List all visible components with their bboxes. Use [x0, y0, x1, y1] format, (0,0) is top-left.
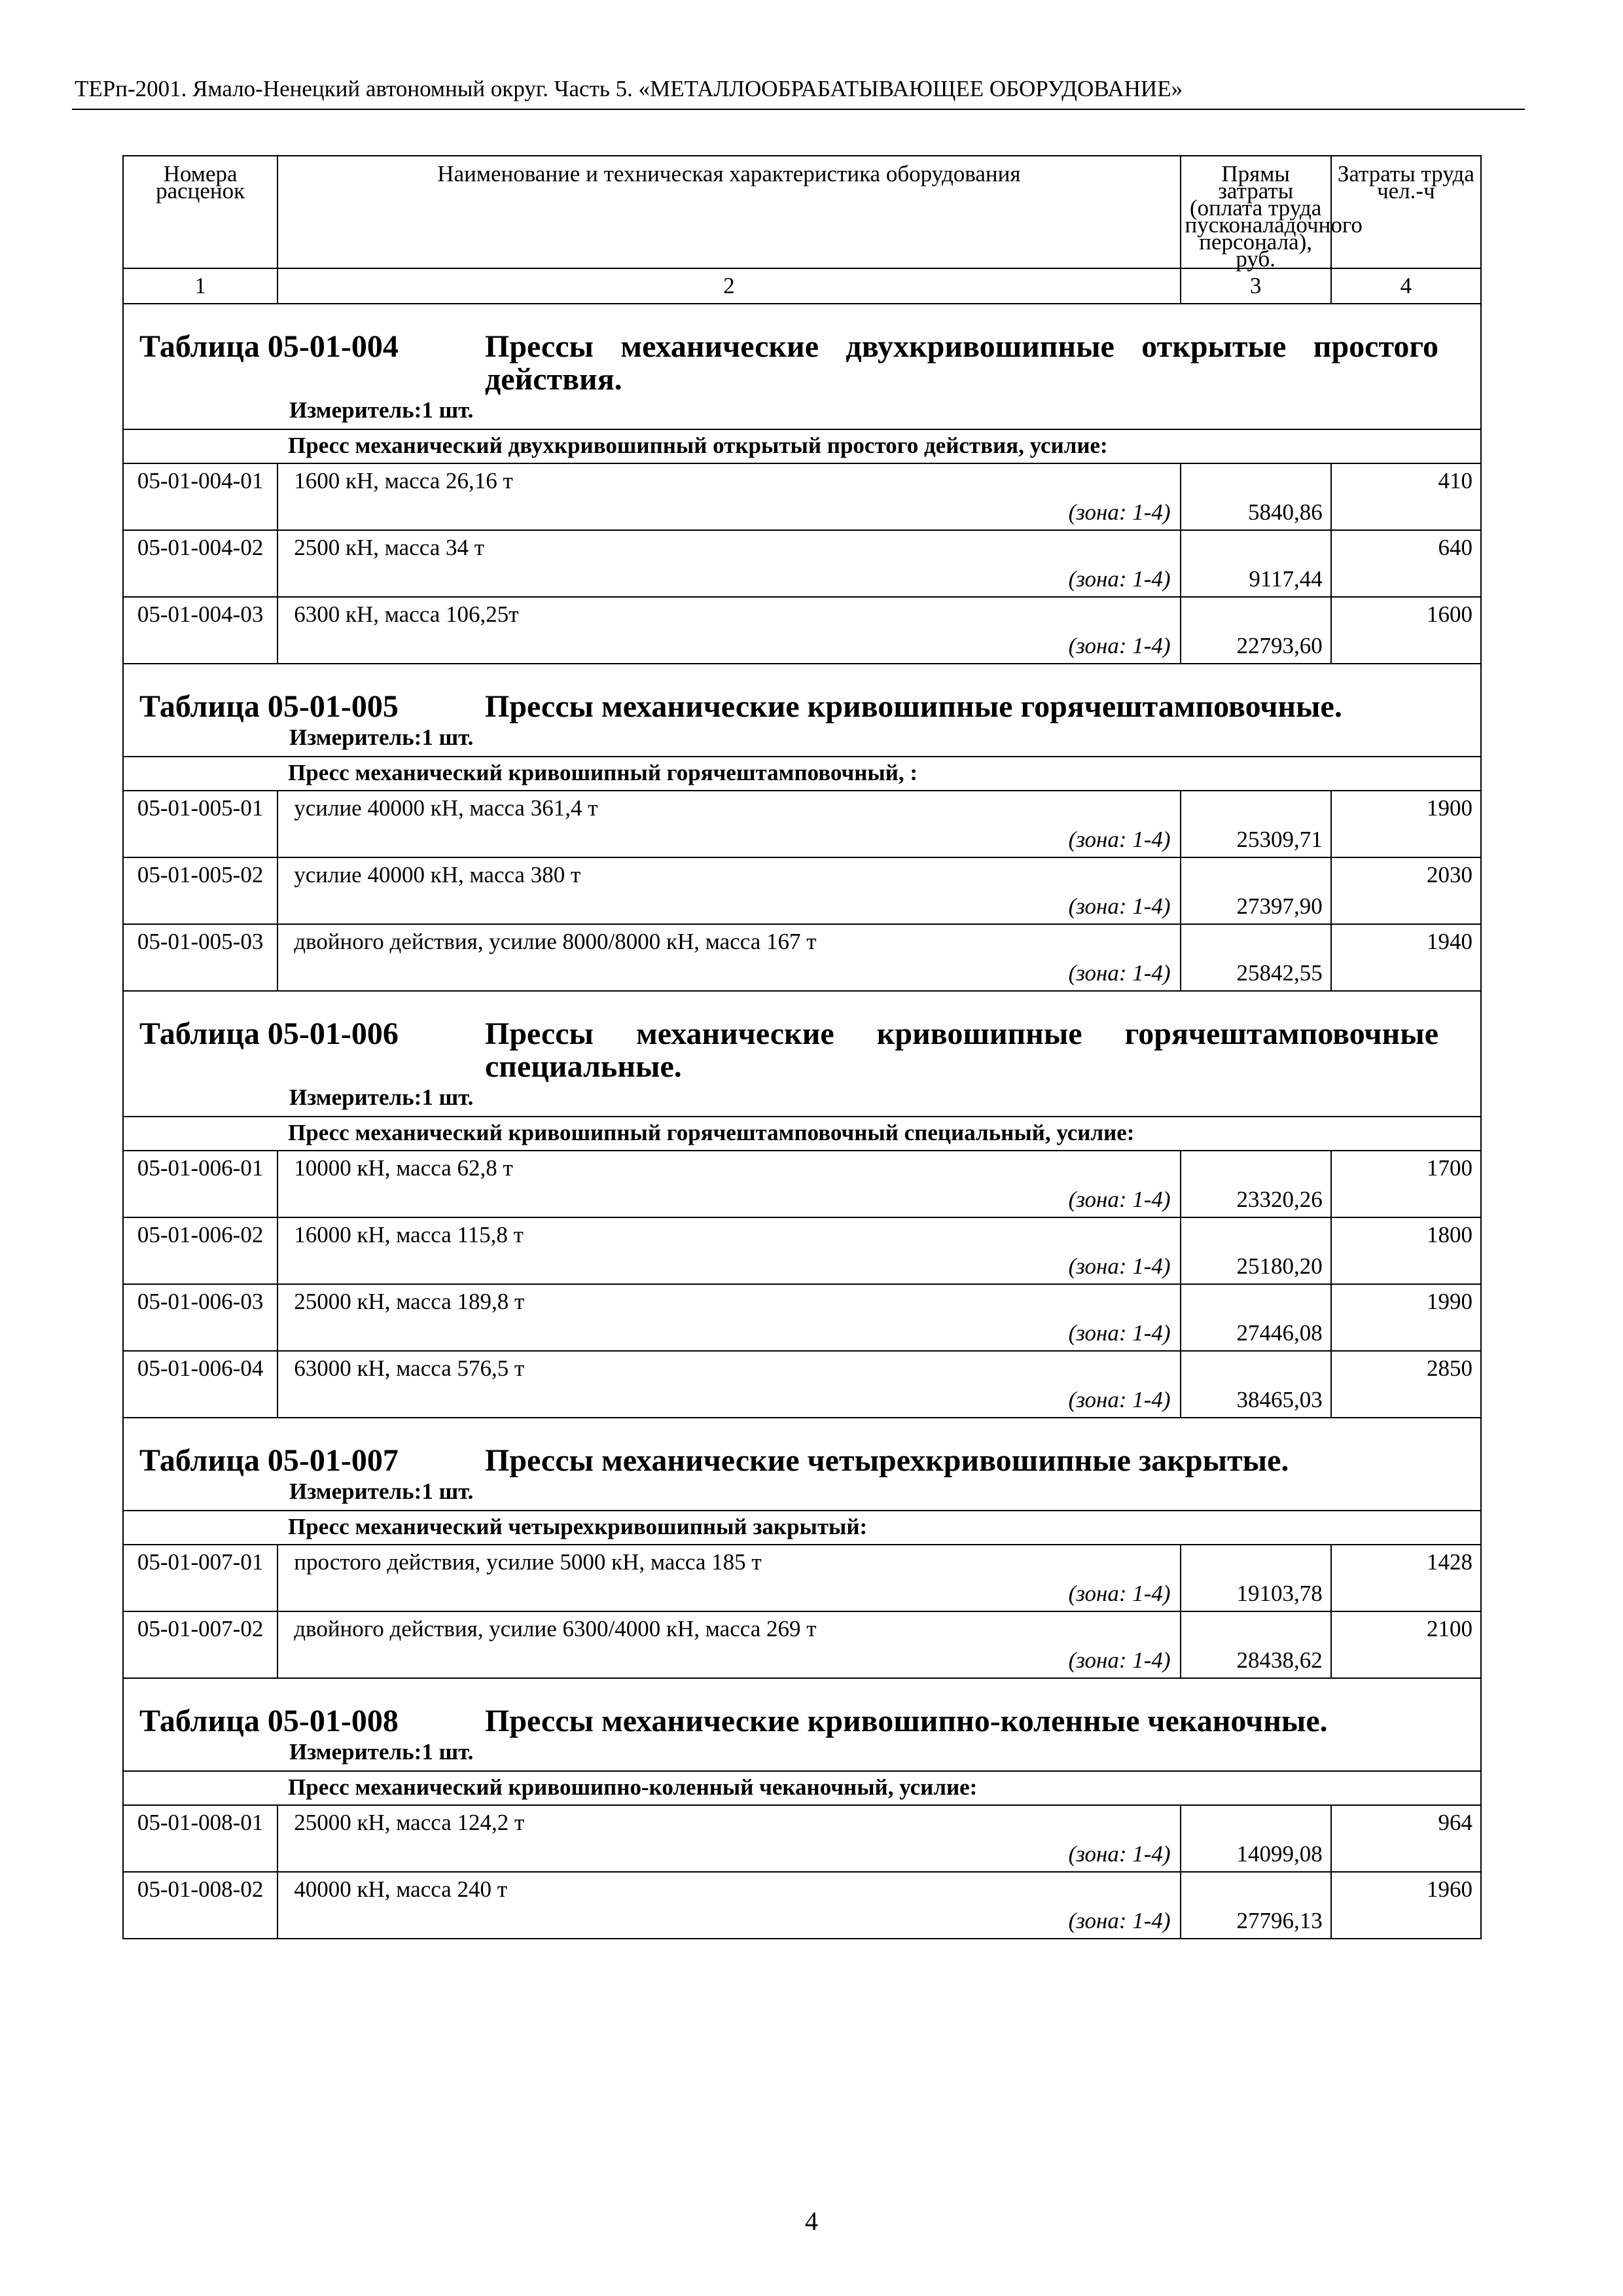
table-group-label: Пресс механический кривошипный горячештамповочный специальный, усилие: [123, 1117, 1481, 1151]
table-section-title: Прессы механические двухкривошипные открытые простого действия. [485, 329, 1438, 397]
table-section-id: Таблица 05-01-006 [139, 1016, 399, 1051]
labor-cost-cell [1331, 1805, 1481, 1872]
table-section-title-cell [123, 1418, 1481, 1511]
rate-code-cell [123, 597, 277, 664]
table-group-row [123, 1117, 1481, 1151]
equipment-cell [277, 1284, 1180, 1351]
rates-table-body [123, 156, 1481, 1939]
labor-cost-value: 1990 [1427, 1289, 1472, 1314]
column-number-3: 3 [1181, 268, 1331, 304]
direct-cost-cell [1181, 1351, 1331, 1418]
table-row [123, 1611, 1481, 1678]
column-number-2: 2 [277, 268, 1180, 304]
zone-label: (зона: 1-4) [1068, 960, 1171, 986]
equipment-description: 10000 кН, масса 62,8 т [294, 1155, 513, 1181]
column-number-4: 4 [1331, 268, 1481, 304]
table-section-id: Таблица 05-01-004 [139, 329, 399, 364]
column-header-direct-costs [1181, 156, 1363, 272]
rate-code: 05-01-008-01 [137, 1810, 264, 1835]
table-section-measure: Измеритель:1 шт. [289, 397, 474, 423]
direct-cost-value: 22793,60 [1236, 633, 1323, 658]
table-group-row [123, 757, 1481, 791]
table-section-id: Таблица 05-01-007 [139, 1443, 399, 1478]
labor-cost-cell [1331, 530, 1481, 597]
equipment-cell [277, 857, 1180, 924]
running-header [72, 71, 1525, 110]
labor-cost-value: 2100 [1427, 1616, 1472, 1641]
column-header-name [277, 156, 1180, 268]
column-header-codes-text: Номера расценок [156, 161, 245, 204]
rate-code: 05-01-006-02 [137, 1222, 264, 1247]
table-row [123, 463, 1481, 530]
table-row [123, 1805, 1481, 1872]
table-group-label: Пресс механический четырехкривошипный закрытый: [123, 1511, 1481, 1545]
table-section-measure: Измеритель:1 шт. [289, 1479, 474, 1504]
equipment-cell [277, 924, 1180, 991]
table-section-title-row [123, 664, 1481, 757]
labor-cost-cell [1331, 1545, 1481, 1611]
column-header-direct-costs-text: Прямы затраты (оплата труда пусконаладочного персонала), руб. [1185, 161, 1363, 272]
table-group-label: Пресс механический кривошипно-коленный чеканочный, усилие: [123, 1771, 1481, 1805]
labor-cost-value: 2030 [1427, 862, 1472, 888]
labor-cost-cell [1331, 1284, 1481, 1351]
rate-code-cell [123, 1217, 277, 1284]
rate-code: 05-01-004-03 [137, 601, 264, 627]
direct-cost-cell [1181, 1611, 1331, 1678]
labor-cost-value: 640 [1438, 535, 1472, 560]
rate-code-cell [123, 1545, 277, 1611]
direct-cost-cell [1181, 1545, 1331, 1611]
column-header-codes [123, 156, 277, 268]
table-section-measure: Измеритель:1 шт. [289, 1739, 474, 1765]
rate-code: 05-01-006-01 [137, 1155, 264, 1181]
rate-code: 05-01-004-02 [137, 535, 264, 560]
table-section-id: Таблица 05-01-005 [139, 689, 399, 724]
equipment-description: 1600 кН, масса 26,16 т [294, 468, 513, 493]
equipment-cell [277, 1805, 1180, 1872]
table-row [123, 1217, 1481, 1284]
table-group-row [123, 1771, 1481, 1805]
equipment-cell [277, 1872, 1180, 1939]
direct-cost-value: 9117,44 [1249, 566, 1323, 592]
table-section-title-cell [123, 304, 1481, 429]
zone-label: (зона: 1-4) [1068, 1187, 1171, 1212]
zone-label: (зона: 1-4) [1068, 1647, 1171, 1673]
rate-code-cell [123, 857, 277, 924]
equipment-description: 16000 кН, масса 115,8 т [294, 1222, 524, 1247]
table-section-measure: Измеритель:1 шт. [289, 725, 474, 750]
column-header-row [123, 156, 1481, 268]
direct-cost-value: 5840,86 [1248, 499, 1323, 525]
equipment-description: 6300 кН, масса 106,25т [294, 601, 519, 627]
rate-code: 05-01-005-03 [137, 929, 264, 954]
table-section-title-row [123, 991, 1481, 1117]
table-section-title-row [123, 304, 1481, 429]
table-row [123, 530, 1481, 597]
labor-cost-cell [1331, 791, 1481, 857]
direct-cost-cell [1181, 924, 1331, 991]
rate-code: 05-01-007-02 [137, 1616, 264, 1641]
equipment-cell [277, 1351, 1180, 1418]
equipment-cell [277, 1545, 1180, 1611]
labor-cost-value: 1428 [1427, 1549, 1472, 1575]
rates-table [122, 155, 1482, 1939]
direct-cost-value: 19103,78 [1236, 1581, 1323, 1606]
direct-cost-value: 27796,13 [1236, 1908, 1323, 1933]
rate-code-cell [123, 924, 277, 991]
direct-cost-value: 23320,26 [1236, 1187, 1323, 1212]
rate-code: 05-01-005-02 [137, 862, 264, 888]
equipment-cell [277, 1217, 1180, 1284]
table-group-row [123, 1511, 1481, 1545]
table-section-title: Прессы механические кривошипные горячештамповочные специальные. [485, 1016, 1438, 1084]
rate-code-cell [123, 791, 277, 857]
equipment-description: 2500 кН, масса 34 т [294, 535, 485, 560]
table-section-title: Прессы механические кривошипные горячештамповочные. [485, 689, 1342, 724]
labor-cost-value: 1940 [1427, 929, 1472, 954]
zone-label: (зона: 1-4) [1068, 1841, 1171, 1867]
direct-cost-value: 27397,90 [1236, 893, 1323, 919]
table-section-title-cell [123, 1678, 1481, 1771]
table-row [123, 1151, 1481, 1217]
labor-cost-cell [1331, 1351, 1481, 1418]
equipment-description: двойного действия, усилие 8000/8000 кН, масса 167 т [294, 929, 817, 954]
equipment-description: усилие 40000 кН, масса 380 т [294, 862, 581, 888]
rate-code: 05-01-007-01 [137, 1549, 264, 1575]
labor-cost-cell [1331, 1151, 1481, 1217]
labor-cost-value: 964 [1438, 1810, 1472, 1835]
table-row [123, 597, 1481, 664]
equipment-description: 25000 кН, масса 189,8 т [294, 1289, 525, 1314]
labor-cost-value: 2850 [1427, 1355, 1472, 1381]
direct-cost-value: 25309,71 [1236, 827, 1323, 852]
labor-cost-value: 1960 [1427, 1876, 1472, 1902]
direct-cost-value: 25842,55 [1236, 960, 1323, 986]
rate-code-cell [123, 463, 277, 530]
rate-code-cell [123, 530, 277, 597]
table-section-heading [124, 1679, 1480, 1738]
table-group-row [123, 429, 1481, 463]
direct-cost-value: 27446,08 [1236, 1320, 1323, 1346]
labor-cost-value: 1900 [1427, 795, 1472, 821]
direct-cost-cell [1181, 857, 1331, 924]
table-section-title-cell [123, 664, 1481, 757]
labor-cost-cell [1331, 463, 1481, 530]
labor-cost-cell [1331, 857, 1481, 924]
table-section-id: Таблица 05-01-008 [139, 1704, 399, 1738]
equipment-description: простого действия, усилие 5000 кН, масса 185 т [294, 1549, 762, 1575]
table-section-title-cell [123, 991, 1481, 1117]
table-row [123, 1351, 1481, 1418]
zone-label: (зона: 1-4) [1068, 566, 1171, 592]
table-row [123, 1872, 1481, 1939]
direct-cost-cell [1181, 1872, 1331, 1939]
rate-code-cell [123, 1611, 277, 1678]
rate-code: 05-01-005-01 [137, 795, 264, 821]
labor-cost-cell [1331, 597, 1481, 664]
table-row [123, 924, 1481, 991]
table-section-title-row [123, 1418, 1481, 1511]
labor-cost-value: 1700 [1427, 1155, 1472, 1181]
direct-cost-value: 14099,08 [1236, 1841, 1323, 1867]
equipment-cell [277, 1611, 1180, 1678]
column-header-name-text: Наименование и техническая характеристика оборудования [437, 161, 1021, 187]
zone-label: (зона: 1-4) [1068, 1320, 1171, 1346]
direct-cost-cell [1181, 530, 1331, 597]
rate-code-cell [123, 1872, 277, 1939]
table-group-label: Пресс механический двухкривошипный открытый простого действия, усилие: [123, 429, 1481, 463]
equipment-description: двойного действия, усилие 6300/4000 кН, масса 269 т [294, 1616, 817, 1641]
zone-label: (зона: 1-4) [1068, 499, 1171, 525]
labor-cost-value: 1600 [1427, 601, 1472, 627]
direct-cost-cell [1181, 1284, 1331, 1351]
table-section-heading [124, 664, 1480, 723]
table-section-title: Прессы механические кривошипно-коленные чеканочные. [485, 1704, 1328, 1738]
labor-cost-value: 410 [1438, 468, 1472, 493]
direct-cost-value: 25180,20 [1236, 1253, 1323, 1279]
table-group-label: Пресс механический кривошипный горячештамповочный, : [123, 757, 1481, 791]
direct-cost-cell [1181, 1217, 1331, 1284]
rate-code: 05-01-004-01 [137, 468, 264, 493]
rate-code: 05-01-006-03 [137, 1289, 264, 1314]
equipment-description: усилие 40000 кН, масса 361,4 т [294, 795, 598, 821]
equipment-description: 63000 кН, масса 576,5 т [294, 1355, 525, 1381]
table-row [123, 1284, 1481, 1351]
table-section-heading [124, 992, 1480, 1083]
rate-code-cell [123, 1351, 277, 1418]
equipment-description: 25000 кН, масса 124,2 т [294, 1810, 525, 1835]
zone-label: (зона: 1-4) [1068, 1581, 1171, 1606]
equipment-cell [277, 597, 1180, 664]
rate-code-cell [123, 1805, 277, 1872]
zone-label: (зона: 1-4) [1068, 1387, 1171, 1412]
table-section-title-row [123, 1678, 1481, 1771]
rate-code-cell [123, 1284, 277, 1351]
zone-label: (зона: 1-4) [1068, 1253, 1171, 1279]
equipment-cell [277, 791, 1180, 857]
labor-cost-cell [1331, 1611, 1481, 1678]
equipment-cell [277, 530, 1180, 597]
zone-label: (зона: 1-4) [1068, 633, 1171, 658]
table-row [123, 857, 1481, 924]
direct-cost-cell [1181, 597, 1331, 664]
table-section-title: Прессы механические четырехкривошипные закрытые. [485, 1443, 1289, 1478]
zone-label: (зона: 1-4) [1068, 827, 1171, 852]
direct-cost-cell [1181, 791, 1331, 857]
labor-cost-cell [1331, 1872, 1481, 1939]
labor-cost-cell [1331, 1217, 1481, 1284]
running-header-text: ТЕРп-2001. Ямало-Ненецкий автономный округ. Часть 5. «МЕТАЛЛООБРАБАТЫВАЮЩЕЕ ОБОРУДОВАНИЕ» [75, 76, 1183, 101]
direct-cost-cell [1181, 463, 1331, 530]
table-row [123, 791, 1481, 857]
rate-code: 05-01-008-02 [137, 1876, 264, 1902]
labor-cost-cell [1331, 924, 1481, 991]
direct-cost-cell [1181, 1151, 1331, 1217]
column-number-row [123, 268, 1481, 304]
labor-cost-value: 1800 [1427, 1222, 1472, 1247]
table-section-heading [124, 304, 1480, 396]
equipment-description: 40000 кН, масса 240 т [294, 1876, 508, 1902]
table-section-measure: Измеритель:1 шт. [289, 1085, 474, 1110]
column-header-labor-text: Затраты труда чел.-ч [1337, 161, 1474, 204]
table-row [123, 1545, 1481, 1611]
page-number: 4 [805, 2206, 818, 2236]
zone-label: (зона: 1-4) [1068, 1908, 1171, 1933]
rate-code: 05-01-006-04 [137, 1355, 264, 1381]
direct-cost-value: 28438,62 [1236, 1647, 1323, 1673]
table-section-heading [124, 1418, 1480, 1477]
equipment-cell [277, 463, 1180, 530]
direct-cost-cell [1181, 1805, 1331, 1872]
column-number-1: 1 [123, 268, 277, 304]
direct-cost-value: 38465,03 [1236, 1387, 1323, 1412]
rate-code-cell [123, 1151, 277, 1217]
zone-label: (зона: 1-4) [1068, 893, 1171, 919]
equipment-cell [277, 1151, 1180, 1217]
